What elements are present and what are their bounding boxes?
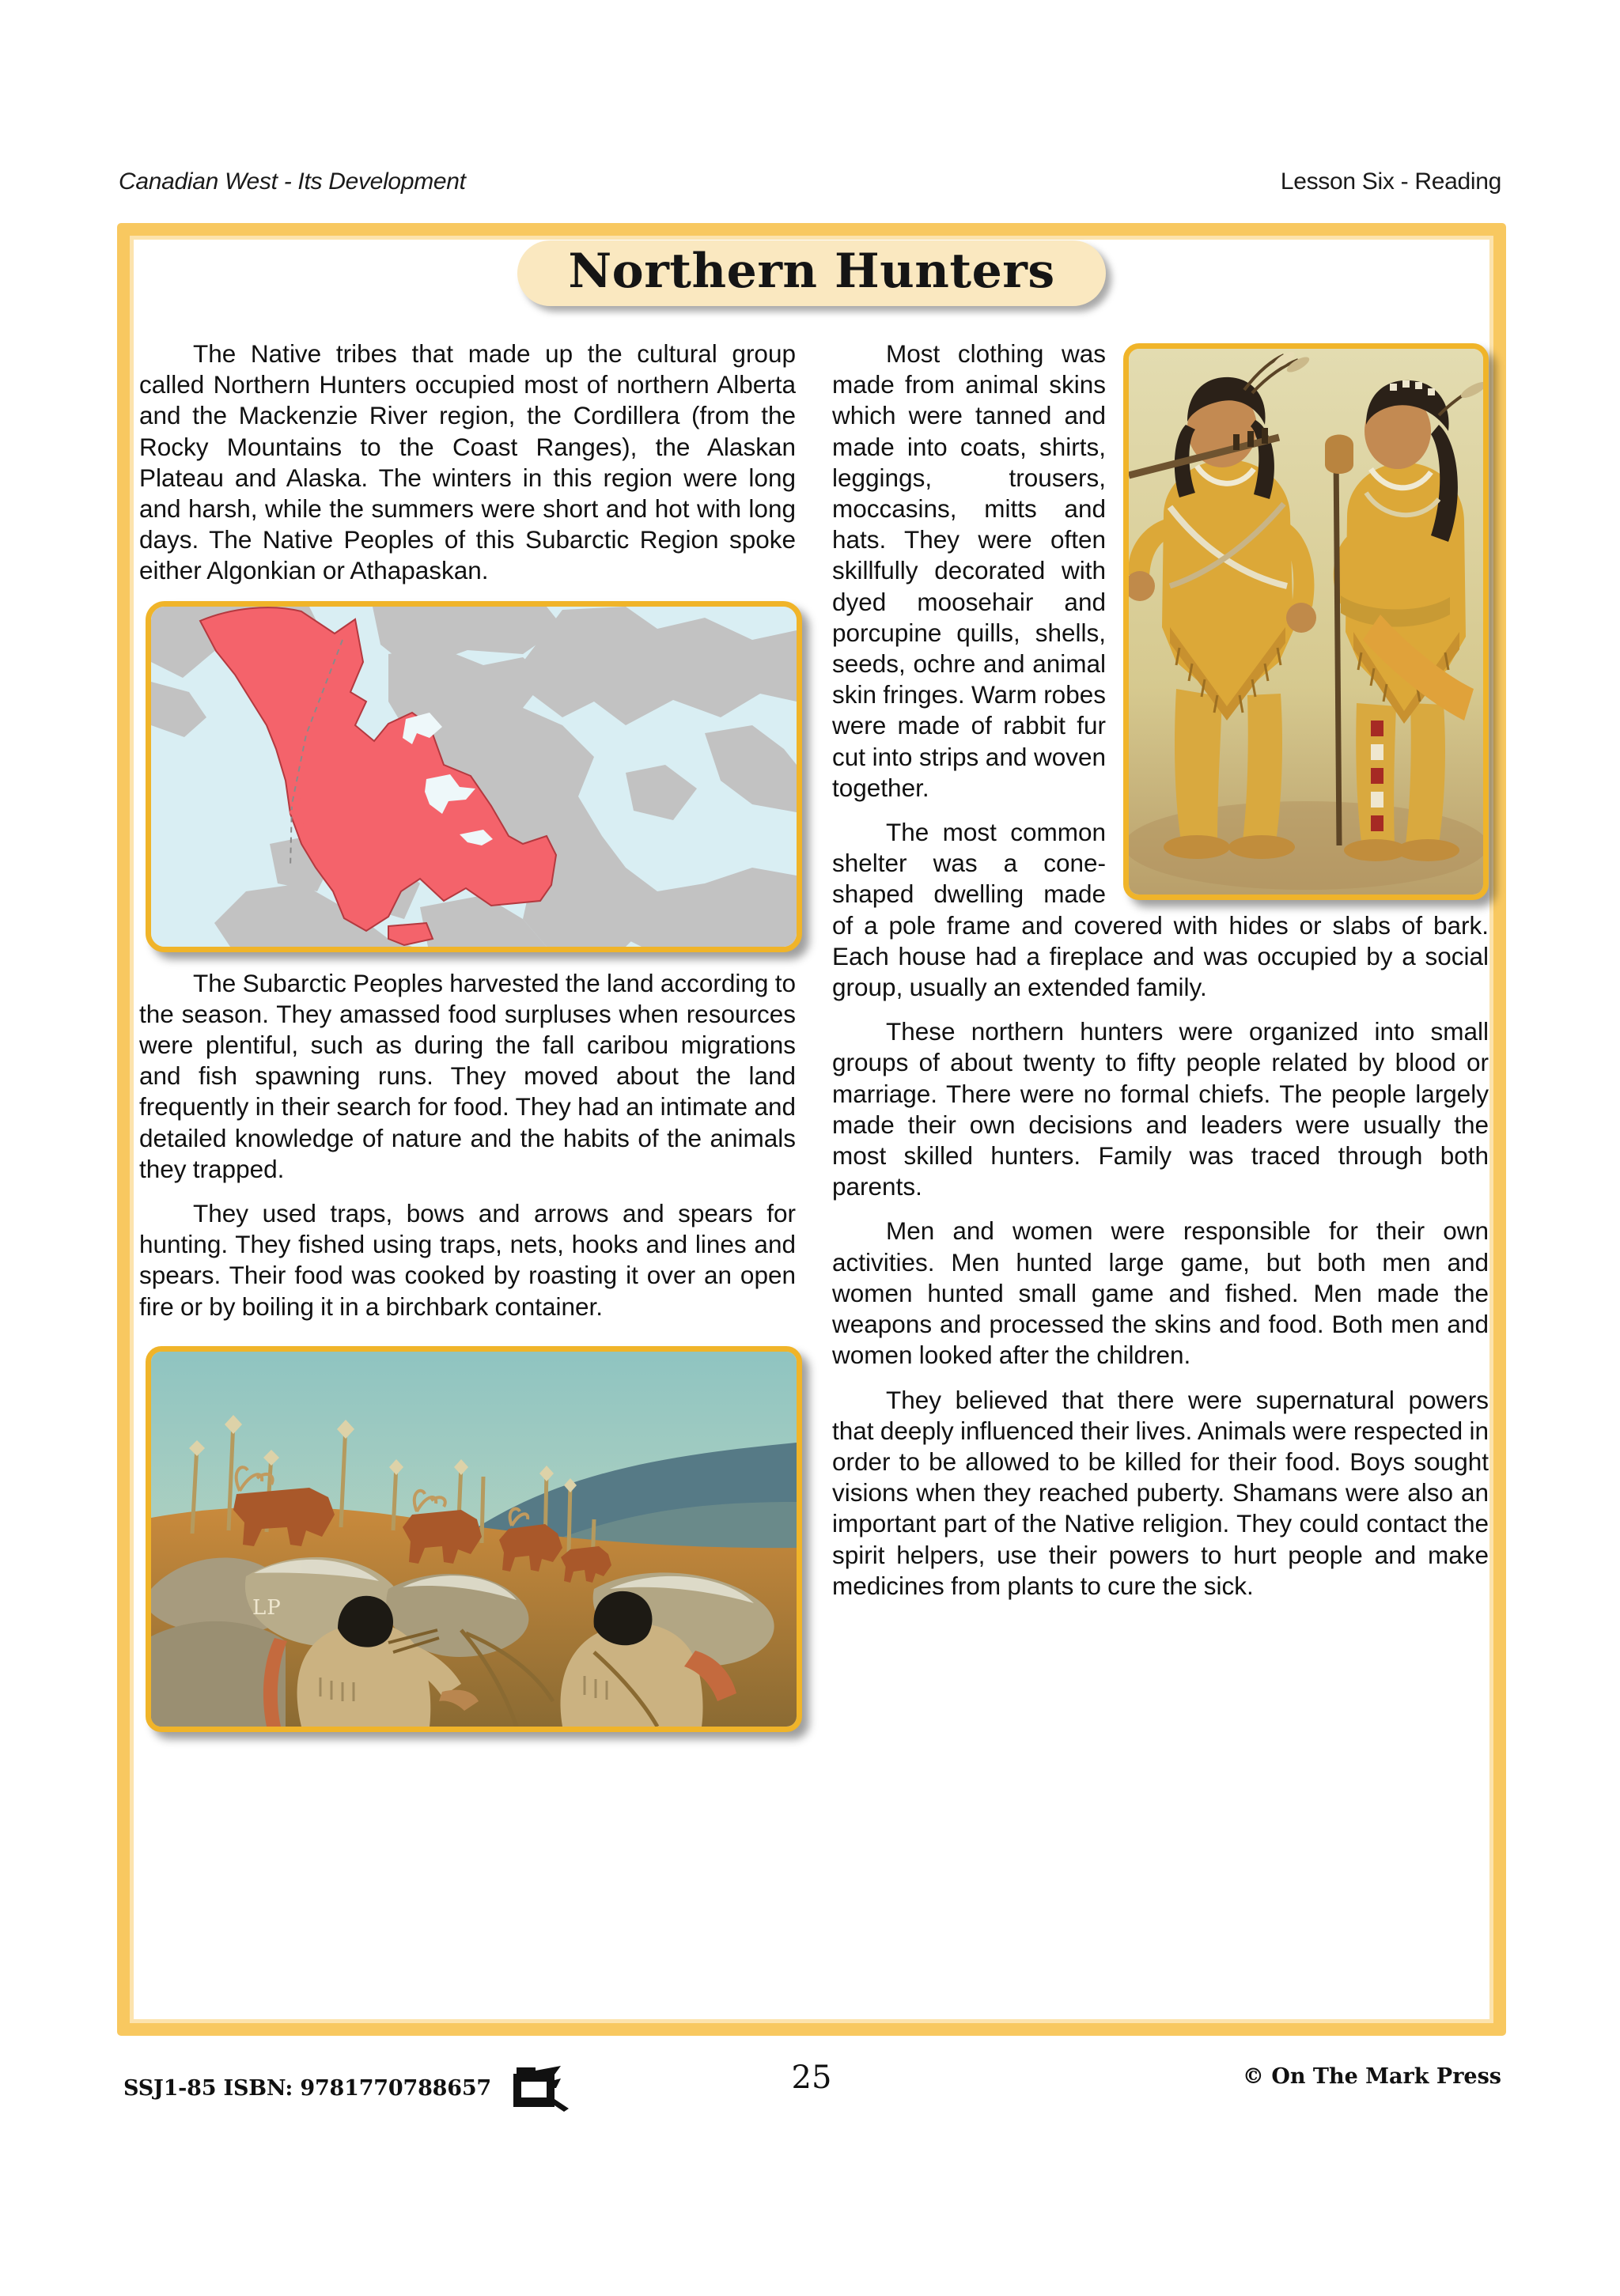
left-paragraph-3: They used traps, bows and arrows and spears for hunting. They fished using traps, nets, hooks and lines and spears. Their food was cooked by roasting it over an open fire or by boiling it in a birchbark container. — [139, 1199, 796, 1321]
two-column-body — [133, 339, 1490, 2007]
right-column — [832, 339, 1489, 2007]
caribou-hunt-painting-icon — [151, 1352, 797, 1727]
page-title-container — [133, 237, 1490, 327]
page-footer — [119, 2060, 1505, 2115]
left-column — [139, 339, 796, 2007]
running-head — [119, 168, 1501, 195]
map-figure — [146, 601, 802, 952]
right-paragraph-2: The most common shelter was a cone-shaped dwelling made of a pole frame and covered with hides or slabs of bark. Each house had a fireplace and was occupied by a social group, usually an extended family. — [832, 818, 1489, 1002]
subarctic-region-map-icon — [151, 607, 797, 947]
right-paragraph-1: Most clothing was made from animal skins which were tanned and made into coats, shirts, leggings, trousers, moccasins, mitts and hats. They were often skillfully decorated with dyed moosehair and porcupine quills, shells, seeds, ochre and animal skin fringes. Warm robes were made of rabbit fur cut into strips and woven together. — [832, 339, 1106, 802]
title-pill — [517, 240, 1105, 306]
right-paragraph-5: They believed that there were supernatural powers that deeply influenced their lives. Animals were respected in order to be allowed to be killed for their food. Boys sought visions when they reached puberty. Shamans were also an important part of the Native religion. They could contact the spirit helpers, use their powers to hurt people and make medicines from plants to cure the sick. — [832, 1385, 1489, 1600]
caribou-hunt-figure — [146, 1346, 802, 1732]
left-paragraph-2: The Subarctic Peoples harvested the land according to the season. They amassed food surpluses when resources were plentiful, such as during the fall caribou migrations and fish spawning runs. They moved about the land frequently in their search for food. They had an intimate and detailed knowledge of nature and the habits of the animals they trapped. — [139, 968, 796, 1183]
product-code-and-isbn: SSJ1-85 ISBN: 9781770788657 — [123, 2075, 492, 2101]
running-head-right: Lesson Six - Reading — [1280, 168, 1501, 195]
running-head-left: Canadian West - Its Development — [119, 168, 466, 195]
right-paragraph-3: These northern hunters were organized into small groups of about twenty to fifty people related by blood or marriage. There were no formal chiefs. The people largely made their own decisions and leaders were usually the most skilled hunters. Family was traced through both parents. — [832, 1017, 1489, 1201]
page-number: 25 — [791, 2060, 832, 2096]
two-hunters-figure — [1123, 343, 1489, 900]
page-content — [133, 237, 1490, 2020]
left-paragraph-1: The Native tribes that made up the cultural group called Northern Hunters occupied most of northern Alberta and the Mackenzie River region, the Cordillera (from the Rocky Mountains to the Coast Ranges), the Alaskan Plateau and Alaska. The winters in this region were long and harsh, while the summers were short and hot with long days. The Native Peoples of this Subarctic Region spoke either Algonkian or Athapaskan. — [139, 339, 796, 585]
right-paragraph-4: Men and women were responsible for their own activities. Men hunted large game, but both men and women hunted small game and fished. Men made the weapons and processed the skins and food. Both men and women looked after the children. — [832, 1216, 1489, 1370]
copyright-notice: © On The Mark Press — [1242, 2064, 1501, 2089]
two-hunters-lithograph-icon — [1129, 349, 1483, 895]
svg-text:LP: LP — [252, 1595, 282, 1620]
page-title: Northern Hunters — [568, 244, 1055, 299]
